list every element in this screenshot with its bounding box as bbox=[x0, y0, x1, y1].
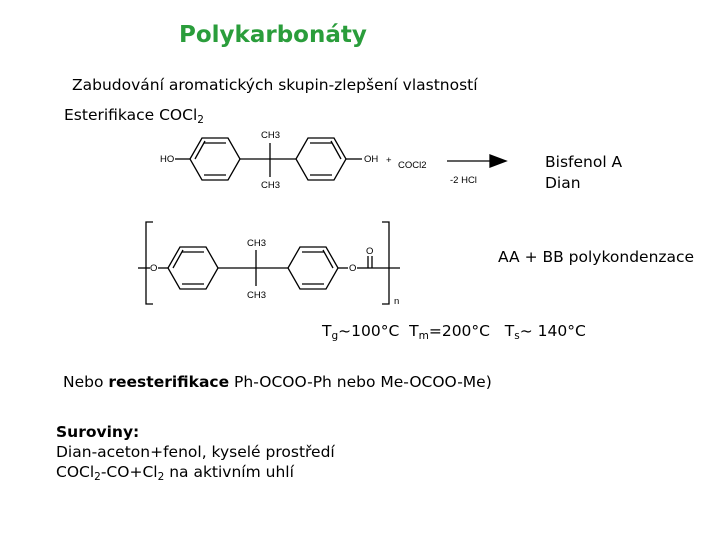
ts-subscript: s bbox=[514, 330, 520, 342]
plus-sign: + bbox=[386, 155, 392, 166]
phosgene-label: COCl2 bbox=[398, 160, 427, 171]
ts-symbol: T bbox=[504, 322, 515, 340]
raw-materials-line-1: Dian-aceton+fenol, kyselé prostředí bbox=[56, 443, 335, 461]
oxygen-left-label: O bbox=[150, 263, 158, 274]
tg-subscript: g bbox=[331, 330, 339, 342]
raw-materials-carbon: na aktivním uhlí bbox=[164, 463, 294, 481]
oxygen-right-label: O bbox=[349, 263, 357, 274]
ho-label: HO bbox=[160, 154, 175, 165]
product-name-dian: Dian bbox=[545, 174, 581, 192]
tm-value: =200°C bbox=[428, 322, 505, 340]
polymer-ch3-top-label: CH3 bbox=[247, 238, 267, 249]
ch3-top-label: CH3 bbox=[261, 130, 281, 141]
raw-materials bbox=[56, 422, 335, 482]
polycondensation-label: AA + BB polykondenzace bbox=[498, 248, 695, 266]
raw-materials-line-2 bbox=[56, 462, 335, 482]
polymer-benzene-ring-left bbox=[168, 247, 218, 289]
benzene-ring-right bbox=[296, 138, 346, 180]
byproduct-label: -2 HCl bbox=[450, 175, 477, 186]
ts-value: ~ 140°C bbox=[519, 322, 586, 340]
oh-label: OH bbox=[364, 154, 379, 165]
reesterification-line bbox=[63, 373, 492, 391]
subtitle: Zabudování aromatických skupin-zlepšení vlastností bbox=[72, 76, 478, 94]
reesterification-rest: Ph-OCOO-Ph nebo Me-OCOO-Me) bbox=[229, 373, 492, 391]
esterification-subscript: 2 bbox=[197, 114, 204, 126]
product-names bbox=[545, 152, 622, 194]
page-title: Polykarbonáty bbox=[179, 22, 367, 48]
tm-subscript: m bbox=[418, 330, 429, 342]
reesterification-prefix: Nebo bbox=[63, 373, 109, 391]
raw-materials-cocl: COCl bbox=[56, 463, 95, 481]
product-name-bisfenol: Bisfenol A bbox=[545, 153, 623, 171]
carbonyl-oxygen-label: O bbox=[366, 246, 374, 257]
tg-value: ~100°C bbox=[338, 322, 410, 340]
raw-materials-sub-1: 2 bbox=[94, 471, 101, 483]
polymer-ch3-bottom-label: CH3 bbox=[247, 290, 267, 301]
transition-temperatures bbox=[322, 322, 586, 340]
raw-materials-sub-2: 2 bbox=[157, 471, 165, 483]
raw-materials-heading: Suroviny: bbox=[56, 423, 140, 441]
repeat-count-label: n bbox=[394, 296, 400, 307]
ch3-bottom-label: CH3 bbox=[261, 180, 281, 191]
benzene-ring-left bbox=[190, 138, 240, 180]
tg-symbol: T bbox=[322, 322, 332, 340]
reesterification-term: reesterifikace bbox=[108, 373, 230, 391]
raw-materials-co-cl: -CO+Cl bbox=[100, 463, 158, 481]
tm-symbol: T bbox=[409, 322, 419, 340]
polymer-bracket-right bbox=[382, 222, 389, 304]
polymer-benzene-ring-right bbox=[288, 247, 338, 289]
esterification-label: Esterifikace COCl bbox=[64, 106, 198, 124]
reaction-arrow bbox=[447, 155, 506, 167]
